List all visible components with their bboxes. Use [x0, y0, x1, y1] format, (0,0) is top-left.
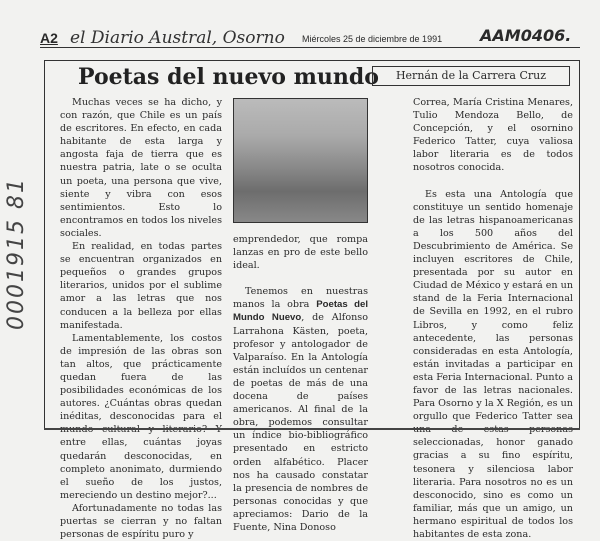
paragraph: En realidad, en todas partes se encuentran organizados en pequeños o grandes grupos literarios, unidos por el sublime amor a las letras que nos conducen a la belleza por ellas manifestada.: [60, 241, 222, 331]
paragraph: Es esta una Antología que constituye un sentido homenaje de las letras hispanoamericanas a los 500 años del Descubrimiento de América. Se incluyen escritores de Chile, presentada por su autor en Ciudad de México y estará en un stand de la Feria Internacional de Sevilla en 1992, en el rubro Libros, y como feliz antecedente, las personas consideradas en esta Antología, están invitadas a participar en esta Feria Internacional. Punto a favor de las letras nacionales. Para Osorno y la X Región, es un orgullo que Federico Tatter sea una de estas personas seleccionadas, honor ganado gracias a su fino espíritu, tesonera y silenciosa labor literaria. Para nosotros no es un desconocido, sino es como un familiar, más que un amigo, un hermano espiritual de todos los habitantes de esta zona.: [413, 188, 573, 540]
book-title: Poetas del Mundo Nuevo: [233, 299, 368, 324]
article-column-3: [413, 96, 573, 541]
page-number: A2: [40, 30, 58, 46]
article-column-1: [60, 96, 222, 541]
paragraph: Correa, María Cristina Menares, Tulio Mendoza Bello, de Concepción, y el osornino Federico Tatter, cuya valiosa labor literaria es de todos nosotros conocida.: [413, 97, 573, 174]
paragraph: emprendedor, que rompa lanzas en pro de este bello ideal.: [233, 234, 368, 272]
paragraph: Afortunadamente no todas las puertas se cierran y no faltan personas de espíritu puro y: [60, 502, 222, 541]
archive-code-handwritten: AAM0406.: [480, 26, 572, 45]
page-header: [40, 28, 580, 48]
paragraph: [233, 285, 368, 534]
article-title: Poetas del nuevo mundo: [78, 64, 379, 90]
newspaper-name-handwritten: el Diario Austral, Osorno: [70, 28, 285, 48]
text: , de Alfonso Larrahona Kästen, poeta, profesor y antologador de Valparaíso. En la Antología están incluídos un centenar de poetas de más de una docena de países americanos. Al final de la obra, podemos consultar un índice bio-bibliográfico presentado en estricto orden alfabético. Placer nos ha causado constatar la presencia de nombres de personas conocidas y que apreciamos: Dario de la Fuente, Nina Donoso: [233, 312, 369, 533]
article-column-2: [233, 233, 368, 534]
article-photo-landscape: [233, 98, 368, 223]
bottom-rule: [44, 428, 580, 430]
paragraph: Muchas veces se ha dicho, y con razón, que Chile es un país de escritores. En efecto, en cada habitante de esta larga y angosta faja de tierra que es nuestra patria, late o se oculta un poeta, una persona que vive, siente y vibra con esos sentimientos. Esto lo encontramos en todos los niveles sociales.: [60, 97, 222, 239]
issue-date: Miércoles 25 de diciembre de 1991: [302, 34, 443, 44]
side-handwritten-number: 0001915 81: [4, 177, 29, 330]
article-author: Hernán de la Carrera Cruz: [372, 66, 570, 86]
text: Tenemos en nuestras manos la obra: [233, 286, 368, 311]
paragraph: Lamentablemente, los costos de impresión de las obras son tan altos, que prácticamente quedan fuera de las posibilidades económicas de los autores. ¿Cuántas obras quedan inéditas, desconocidas para el mundo cultural y literario? Y entre ellas, cuántas joyas quedarán desconocidas, en completo anonimato, durmiendo el sueño de los justos, mereciendo un destino mejor?...: [60, 332, 222, 501]
